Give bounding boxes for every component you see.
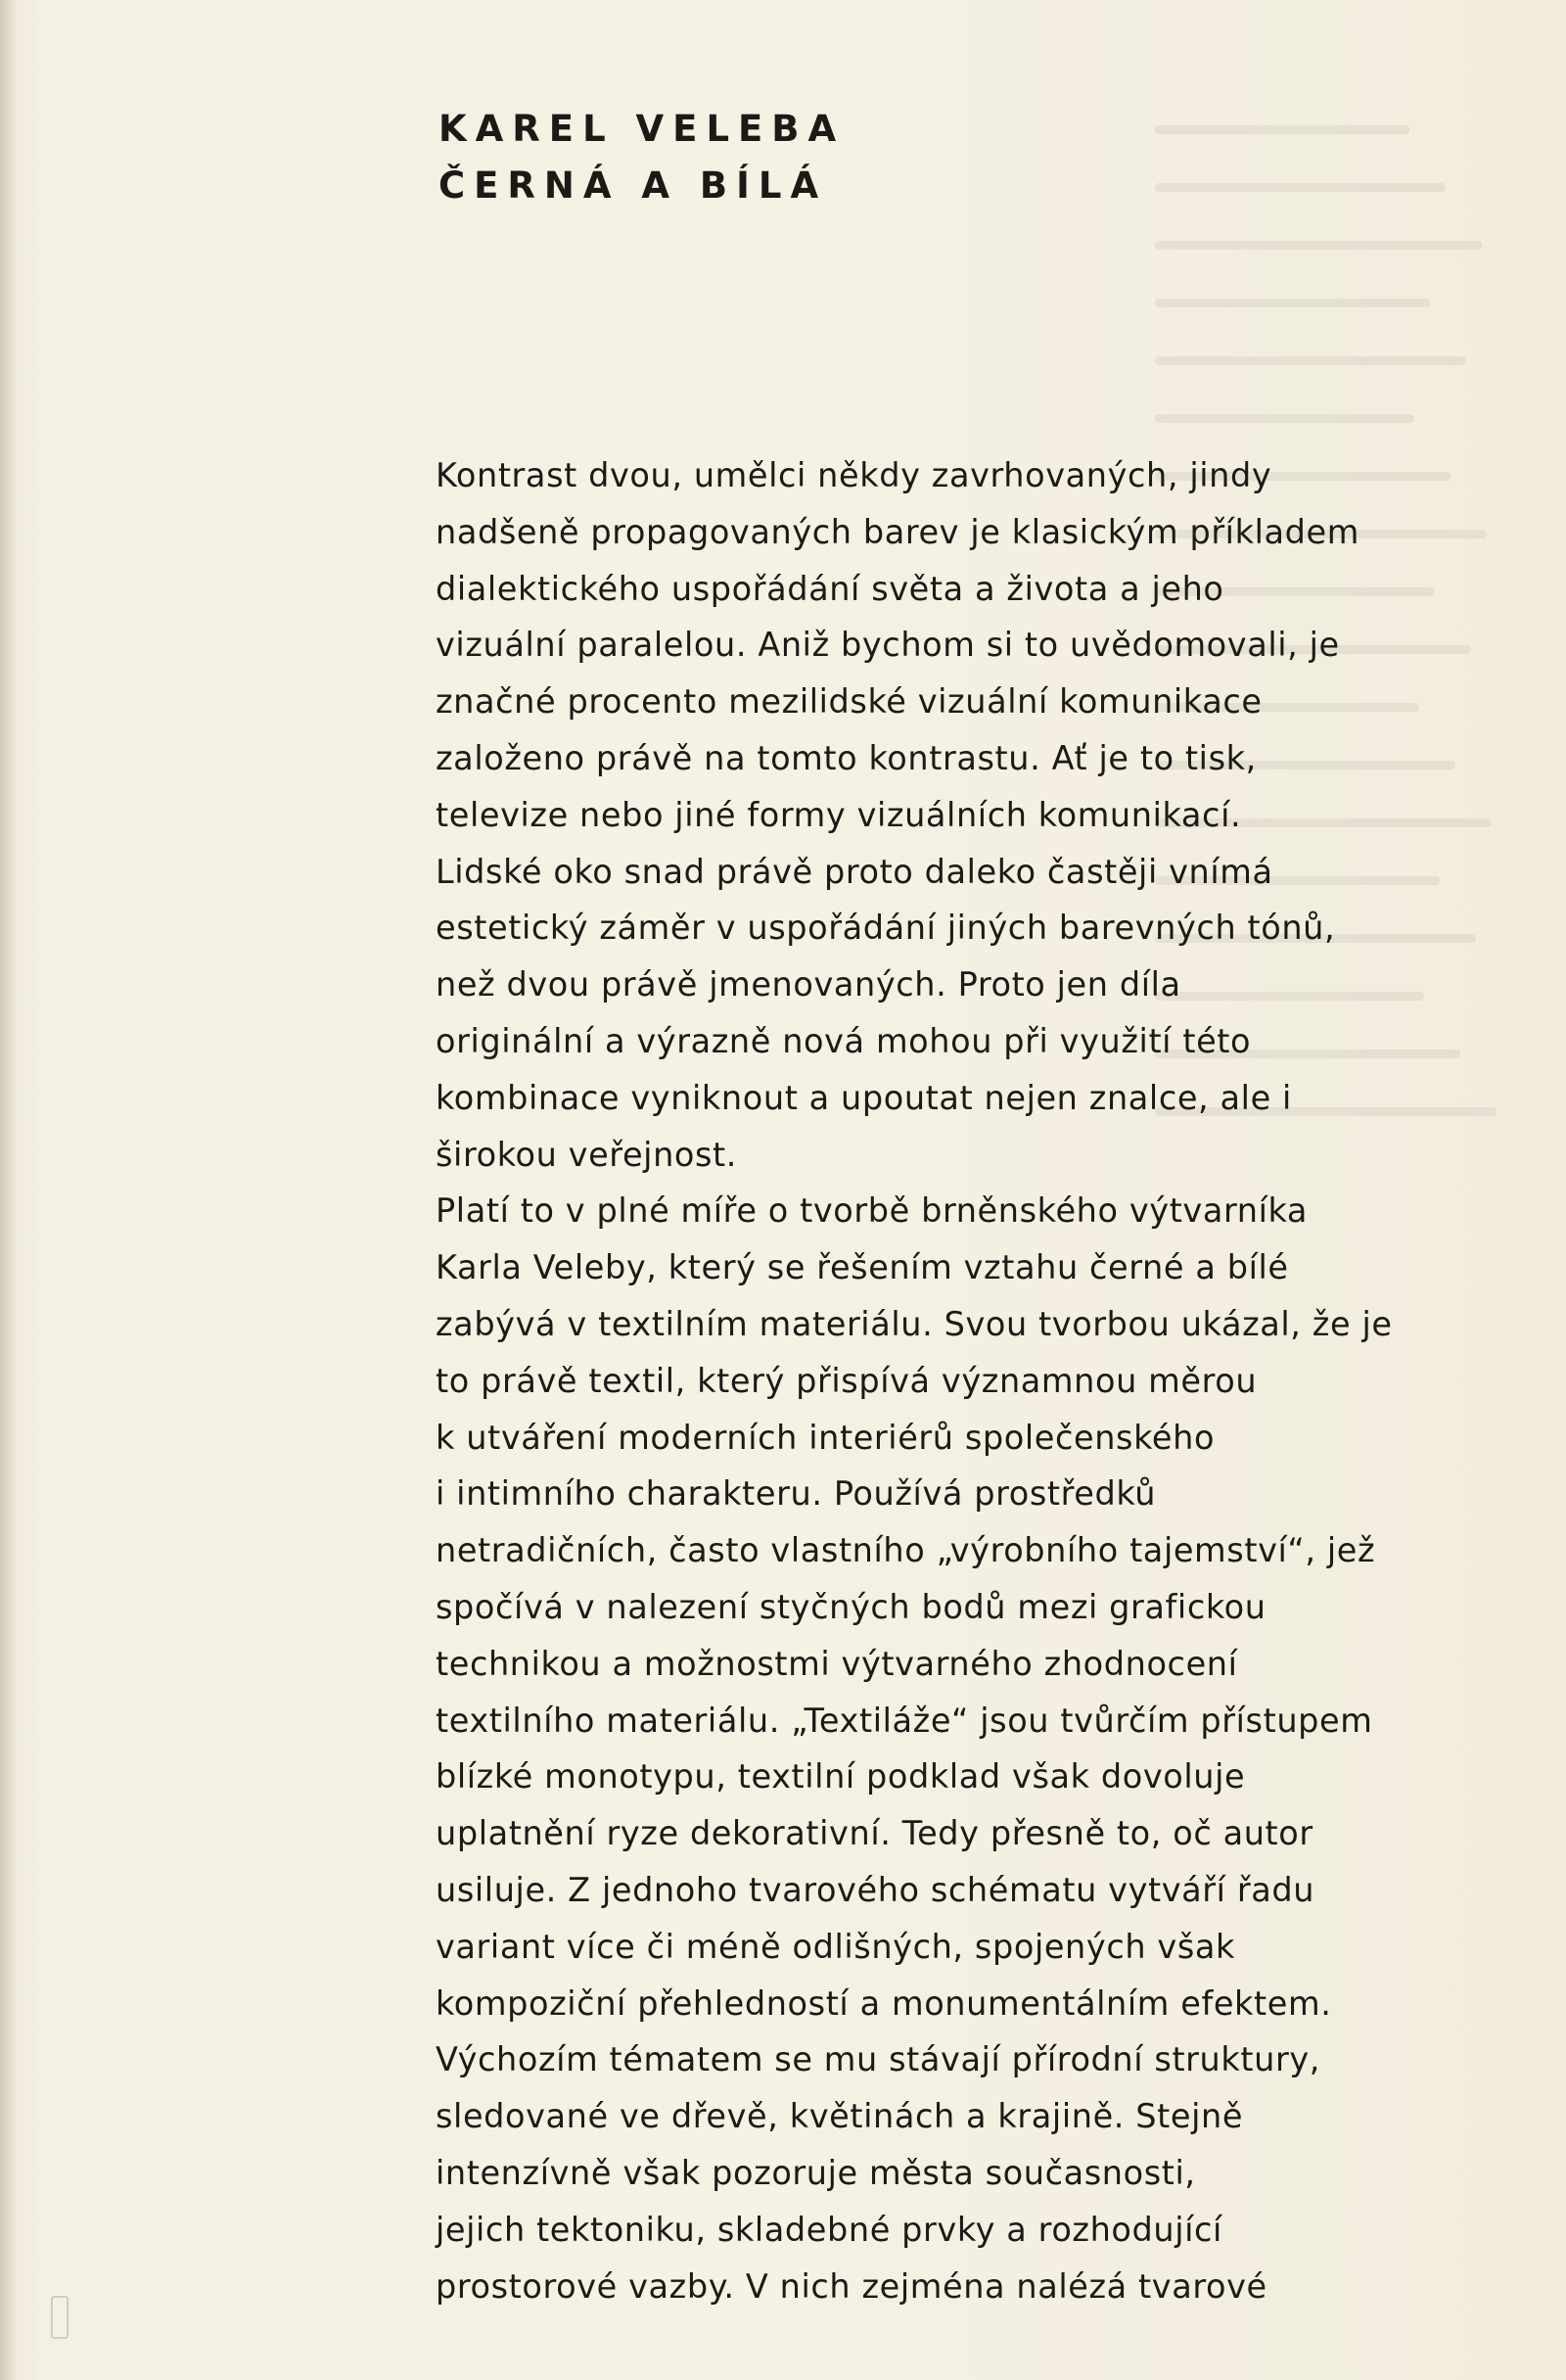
text-line: usiluje. Z jednoho tvarového schématu vytváří řadu	[436, 1870, 1315, 1909]
text-line: prostorové vazby. V nich zejména nalézá tvarové	[436, 2266, 1267, 2306]
author-name: KAREL VELEBA	[438, 108, 846, 150]
text-line: nadšeně propagovaných barev je klasickým příkladem	[436, 512, 1359, 551]
text-line: založeno právě na tomto kontrastu. Ať je to tisk,	[436, 738, 1257, 777]
text-line: Platí to v plné míře o tvorbě brněnského výtvarníka	[436, 1191, 1309, 1231]
body-text	[436, 447, 1502, 2314]
text-line: textilního materiálu. „Textiláže“ jsou tvůrčím přístupem	[436, 1701, 1373, 1740]
text-line: širokou veřejnost.	[436, 1135, 738, 1174]
text-line: intenzívně však pozoruje města současnosti,	[436, 2153, 1196, 2192]
margin-mark	[51, 2296, 69, 2339]
show-through-line	[1155, 241, 1482, 250]
text-line: to právě textil, který přispívá významnou měrou	[436, 1361, 1258, 1400]
text-line: vizuální paralelou. Aniž bychom si to uvědomovali, je	[436, 626, 1340, 665]
text-line: Lidské oko snad právě proto daleko častěji vnímá	[436, 852, 1273, 891]
page-fold-shadow	[0, 0, 18, 2380]
show-through-line	[1155, 299, 1430, 307]
text-line: kombinace vyniknout a upoutat nejen znalce, ale i	[436, 1078, 1292, 1117]
text-line: variant více či méně odlišných, spojených však	[436, 1927, 1236, 1966]
text-line: spočívá v nalezení styčných bodů mezi grafickou	[436, 1587, 1267, 1626]
text-line: dialektického uspořádání světa a života a jeho	[436, 569, 1224, 608]
text-line: netradičních, často vlastního „výrobního tajemství“, jež	[436, 1531, 1376, 1570]
text-line: originální a výrazně nová mohou při využití této	[436, 1021, 1252, 1060]
text-line: než dvou právě jmenovaných. Proto jen díla	[436, 965, 1181, 1004]
text-line: i intimního charakteru. Používá prostředků	[436, 1474, 1157, 1514]
text-line: technikou a možnostmi výtvarného zhodnocení	[436, 1644, 1238, 1683]
show-through-line	[1155, 356, 1466, 365]
text-line: blízké monotypu, textilní podklad však dovoluje	[436, 1757, 1246, 1797]
page-header	[438, 101, 1124, 214]
show-through-line	[1155, 183, 1446, 192]
text-line: značné procento mezilidské vizuální komunikace	[436, 682, 1263, 722]
text-line: Karla Veleby, který se řešením vztahu černé a bílé	[436, 1248, 1289, 1287]
text-line: jejich tektoniku, skladebné prvky a rozhodující	[436, 2210, 1222, 2249]
text-line: televize nebo jiné formy vizuálních komunikací.	[436, 795, 1242, 834]
text-line: Kontrast dvou, umělci někdy zavrhovaných, jindy	[436, 456, 1272, 494]
text-line: uplatnění ryze dekorativní. Tedy přesně to, oč autor	[436, 1814, 1313, 1853]
show-through-line	[1155, 414, 1414, 423]
show-through-line	[1155, 125, 1409, 134]
text-line: k utváření moderních interiérů společenského	[436, 1418, 1216, 1457]
text-line: estetický záměr v uspořádání jiných barevných tónů,	[436, 909, 1336, 948]
text-line: sledované ve dřevě, květinách a krajině. Stejně	[436, 2097, 1244, 2136]
text-line: kompoziční přehledností a monumentálním efektem.	[436, 1983, 1332, 2023]
text-line: zabývá v textilním materiálu. Svou tvorbou ukázal, že je	[436, 1304, 1393, 1343]
page-title: ČERNÁ A BÍLÁ	[438, 164, 828, 207]
text-line: Výchozím tématem se mu stávají přírodní struktury,	[436, 2040, 1320, 2079]
